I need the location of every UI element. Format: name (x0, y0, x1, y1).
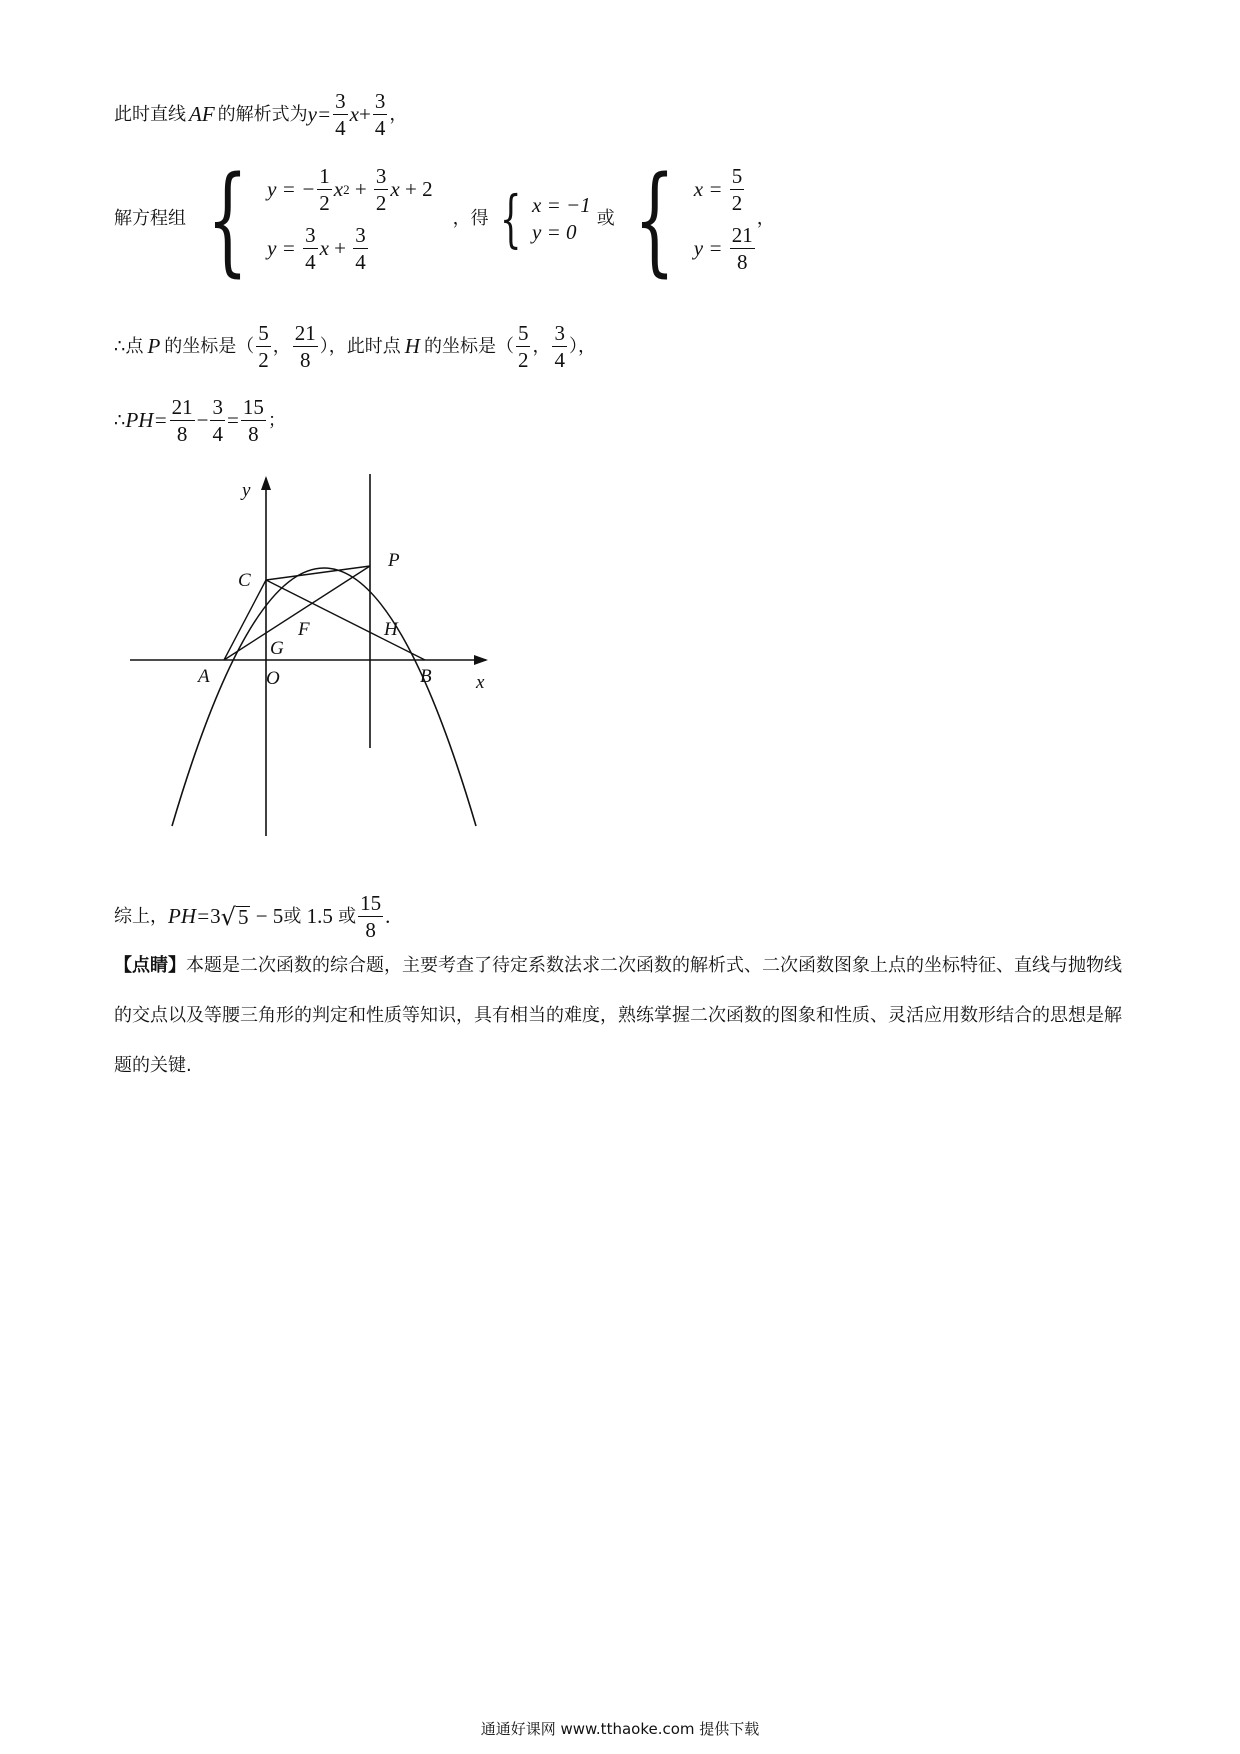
sol2-x: x = $\frac{5}{2}$ (693, 163, 743, 215)
comma: ， (272, 335, 291, 357)
plus-sign: + (358, 102, 371, 127)
therefore-sign: ∴ (114, 409, 126, 431)
point-mid2: ），此时点 (319, 335, 401, 357)
var-x: x (349, 102, 359, 127)
fraction: $\frac{21}{8}$ (294, 321, 316, 373)
page-footer: 通通好课网 www.tthaoke.com 提供下载 (480, 1720, 760, 1738)
exponent: 2 (343, 181, 350, 197)
system-prefix: 解方程组 (114, 208, 186, 229)
var-p: P (147, 334, 161, 359)
fraction: $\frac{5}{2}$ (731, 163, 743, 215)
ph-lhs: PH= (168, 904, 211, 929)
point-mid3: 的坐标是（ (423, 335, 514, 357)
summary-value: 1.5 (301, 904, 339, 929)
label-o: O (266, 668, 280, 689)
var-x: x (333, 176, 344, 201)
system-line (114, 150, 775, 288)
or-word: 或 (338, 905, 357, 927)
plus-sign: + (349, 176, 372, 201)
fraction: $\frac{21}{8}$ (171, 395, 193, 447)
left-brace: { (206, 150, 249, 288)
label-g: G (270, 638, 284, 659)
fraction: $\frac{3}{4}$ (355, 223, 366, 275)
sol1-y: y = 0 (532, 220, 577, 244)
sol1-x: x = −1 (532, 193, 591, 217)
af-prefix: 此时直线 (114, 103, 186, 125)
or-word: 或 (283, 905, 302, 927)
label-h: H (384, 619, 398, 640)
point-mid1: 的坐标是（ (164, 335, 255, 357)
fraction: $\frac{3}{2}$ (375, 163, 387, 215)
label-a: A (198, 666, 210, 687)
fraction: $\frac{3}{4}$ (212, 395, 223, 447)
label-b: B (420, 666, 432, 687)
var-x: x (390, 176, 400, 201)
fraction: $\frac{3}{4}$ (554, 321, 565, 373)
left-brace: { (499, 182, 522, 255)
solution-2 (694, 165, 757, 273)
fraction: $\frac{3}{4}$ (305, 223, 316, 275)
ph-lhs: PH= (125, 408, 168, 433)
var-af: AF (189, 102, 215, 127)
label-x: x (476, 672, 485, 693)
segment-cb (266, 580, 425, 660)
equation-1 (267, 165, 433, 214)
af-lhs: y= (307, 102, 332, 127)
af-mid: 的解析式为 (217, 103, 308, 125)
var-x: x (319, 236, 329, 261)
comment-paragraph (114, 941, 1124, 1091)
fraction: $\frac{1}{2}$ (319, 163, 330, 215)
summary-end: . (385, 904, 391, 929)
comment-tag: 【点睛】 (114, 955, 186, 976)
plus-sign: + (328, 236, 352, 261)
af-line (114, 90, 407, 139)
comment-text: 本题是二次函数的综合题，主要考查了待定系数法求二次函数的解析式、二次函数图象上点的坐标特征、直线与抛物线的交点以及等腰三角形的判定和性质等知识，具有相当的难度，熟练掌握二次函数的图象和性质、灵活应用数形结合的思想是解题的关键. (114, 955, 1122, 1076)
sol2-y: y = $\frac{21}{8}$ (693, 223, 753, 275)
comma: ， (532, 335, 551, 357)
label-y: y (242, 480, 251, 501)
summary-tail: − 5 (250, 904, 284, 929)
var-h: H (404, 334, 420, 359)
parabola-figure (120, 470, 500, 840)
fraction: $\frac{21}{8}$ (731, 223, 753, 275)
fraction: $\frac{15}{8}$ (360, 891, 382, 943)
coefficient: 3 (210, 904, 221, 929)
fraction: $\frac{15}{8}$ (242, 395, 264, 447)
equation-2 (267, 224, 433, 273)
left-brace: { (633, 150, 675, 288)
segment-ac (224, 580, 266, 660)
fraction: $\frac{5}{2}$ (258, 321, 269, 373)
label-c: C (238, 570, 251, 591)
eq1-lhs: y = − (267, 176, 316, 201)
system-end: ， (756, 208, 775, 229)
eq1-rest: + 2 (399, 176, 433, 201)
or-word: 或 (596, 208, 615, 229)
solution-1 (532, 195, 591, 243)
point-line (114, 322, 596, 371)
fraction: $\frac{5}{2}$ (517, 321, 529, 373)
summary-line (114, 892, 390, 941)
fraction: $\frac{3}{4}$ (374, 89, 386, 141)
equals-sign: = (226, 408, 239, 433)
eq2-lhs: y = (267, 236, 302, 261)
summary-prefix: 综上， (114, 905, 168, 927)
parabola-curve (172, 568, 476, 826)
point-end: ）， (568, 335, 596, 357)
radical-sign: √ (220, 902, 236, 931)
label-p: P (388, 550, 400, 571)
label-f: F (298, 619, 310, 640)
minus-sign: − (196, 408, 209, 433)
ph-end: ； (267, 409, 286, 431)
system-mid: ，得 (452, 208, 489, 229)
point-prefix: ∴点 (114, 335, 144, 357)
af-end: ， (389, 103, 408, 125)
radicand: 5 (237, 904, 249, 929)
equation-system (267, 165, 433, 273)
fraction: $\frac{3}{4}$ (335, 89, 346, 141)
ph-line (114, 396, 286, 445)
